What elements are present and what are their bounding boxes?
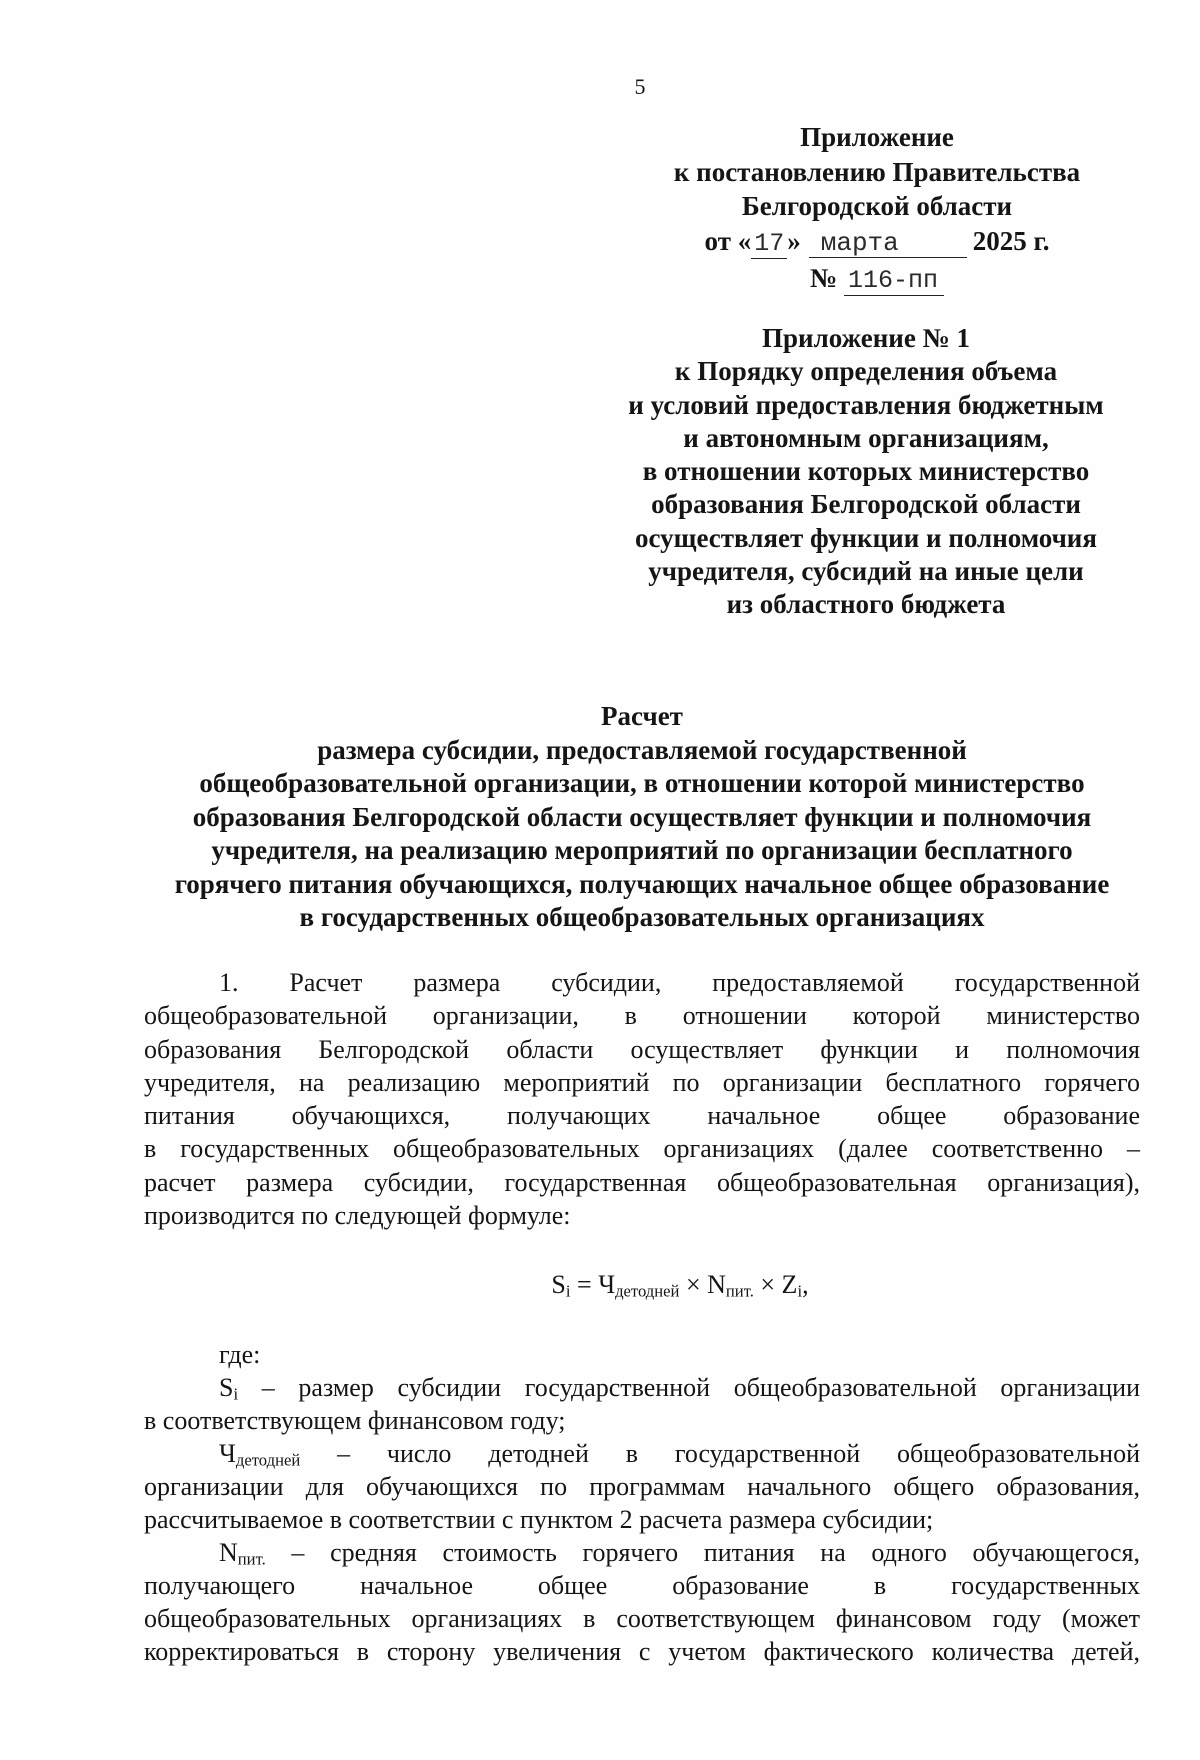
appendix-1-header-line: осуществляет функции и полномочия xyxy=(635,522,1097,553)
date-day-handwritten: 17 xyxy=(751,229,787,259)
definition-n-line xyxy=(144,1536,1140,1569)
paragraph-line: расчет размера субсидии, государственная общеобразовательная организация), xyxy=(144,1167,1140,1197)
subsidy-formula xyxy=(220,1268,1140,1302)
appendix-header-line: Приложение xyxy=(800,122,954,152)
number-sign: № xyxy=(810,263,838,293)
definition-line: в соответствующем финансовом году; xyxy=(144,1406,566,1435)
appendix-1-header-line: и автономным организациям, xyxy=(683,422,1049,453)
appendix-1-header xyxy=(580,322,1152,621)
definition-s-sub: i xyxy=(233,1384,239,1404)
formula-z: Z xyxy=(781,1270,798,1299)
appendix-1-header-line: к Порядку определения объема xyxy=(674,356,1058,387)
definition-ch-text: – число детодней в государственной общеобразовательной xyxy=(337,1439,1140,1468)
appendix-1-header-line: учредителя, субсидий на иные цели xyxy=(648,555,1084,586)
title-line: образования Белгородской области осуществляет функции и полномочия xyxy=(192,801,1092,832)
page-number: 5 xyxy=(634,74,646,99)
definitions xyxy=(144,1338,1140,1668)
appendix-1-header-line: и условий предоставления бюджетным xyxy=(628,389,1104,420)
paragraph-line: производится по следующей формуле: xyxy=(144,1201,571,1231)
date-month-handwritten: марта xyxy=(809,229,967,258)
title-line: учредителя, на реализацию мероприятий по организации бесплатного xyxy=(211,835,1073,865)
appendix-header-line: к постановлению Правительства xyxy=(673,156,1081,187)
definitions-intro: где: xyxy=(219,1340,261,1369)
definition-ch-line xyxy=(144,1437,1140,1470)
date-mid: » xyxy=(787,225,801,256)
definition-n-text: – средняя стоимость горячего питания на одного обучающегося, xyxy=(291,1538,1140,1567)
paragraph-1 xyxy=(144,966,1140,1232)
formula-s: S xyxy=(551,1270,566,1299)
definition-s-line xyxy=(144,1371,1140,1404)
formula-times: × xyxy=(760,1270,776,1299)
definition-ch-sub: детодней xyxy=(235,1450,301,1470)
appendix-1-header-line: из областного бюджета xyxy=(726,589,1006,619)
decree-date-line xyxy=(600,224,1154,262)
definition-line: корректироваться в сторону увеличения с учетом фактического количества детей, xyxy=(144,1637,1140,1666)
formula-n: N xyxy=(707,1270,726,1299)
formula-s-sub: i xyxy=(565,1281,571,1301)
paragraph-line: в государственных общеобразовательных организациях (далее соответственно – xyxy=(144,1134,1140,1164)
definition-ch-symbol: Ч xyxy=(219,1439,236,1468)
title-line: горячего питания обучающихся, получающих начальное общее образование xyxy=(174,868,1110,899)
formula-times: × xyxy=(685,1270,701,1299)
formula-ch-sub: детодней xyxy=(615,1281,680,1301)
appendix-header xyxy=(600,120,1154,299)
definition-line: рассчитываемое в соответствии с пунктом 2 расчета размера субсидии; xyxy=(144,1505,934,1534)
formula-equals: = xyxy=(577,1270,592,1299)
appendix-1-header-line: в отношении которых министерство xyxy=(642,456,1090,486)
decree-number-line xyxy=(600,261,1154,299)
definition-s-symbol: S xyxy=(219,1373,234,1402)
paragraph-line: общеобразовательной организации, в отношении которой министерство xyxy=(144,1001,1140,1031)
definition-line: организации для обучающихся по программам начального общего образования, xyxy=(144,1472,1140,1501)
definition-n-sub: пит. xyxy=(237,1549,266,1569)
title-line: Расчет xyxy=(601,701,683,731)
paragraph-line: образования Белгородской области осуществляет функции и полномочия xyxy=(144,1034,1140,1064)
title-line: размера субсидии, предоставляемой государственной xyxy=(317,734,967,765)
formula-z-sub: i xyxy=(797,1281,803,1301)
appendix-header-line: Белгородской области xyxy=(741,191,1013,221)
document-title xyxy=(144,700,1140,935)
paragraph-line: питания обучающихся, получающих начальное общее образование xyxy=(144,1101,1140,1131)
date-prefix: от « xyxy=(704,225,752,256)
formula-n-sub: пит. xyxy=(725,1281,754,1301)
date-year: 2025 г. xyxy=(972,225,1050,256)
definition-s-text: – размер субсидии государственной общеобразовательной организации xyxy=(261,1373,1140,1402)
paragraph-line: 1. Расчет размера субсидии, предоставляемой государственной xyxy=(219,968,1140,997)
appendix-1-header-line: образования Белгородской области xyxy=(651,489,1081,520)
definition-n-symbol: N xyxy=(219,1538,238,1567)
definition-line: общеобразовательных организациях в соответствующем финансовом году (может xyxy=(144,1604,1140,1633)
formula-ch: Ч xyxy=(598,1270,616,1299)
definition-line: получающего начальное общее образование в государственных xyxy=(144,1571,1140,1600)
title-line: в государственных общеобразовательных организациях xyxy=(299,902,985,932)
formula-end: , xyxy=(802,1270,809,1299)
appendix-1-header-line: Приложение № 1 xyxy=(762,323,970,353)
decree-number-handwritten: 116-пп xyxy=(844,266,944,296)
paragraph-line: учредителя, на реализацию мероприятий по организации бесплатного горячего xyxy=(144,1067,1140,1097)
title-line: общеобразовательной организации, в отношении которой министерство xyxy=(199,768,1085,798)
